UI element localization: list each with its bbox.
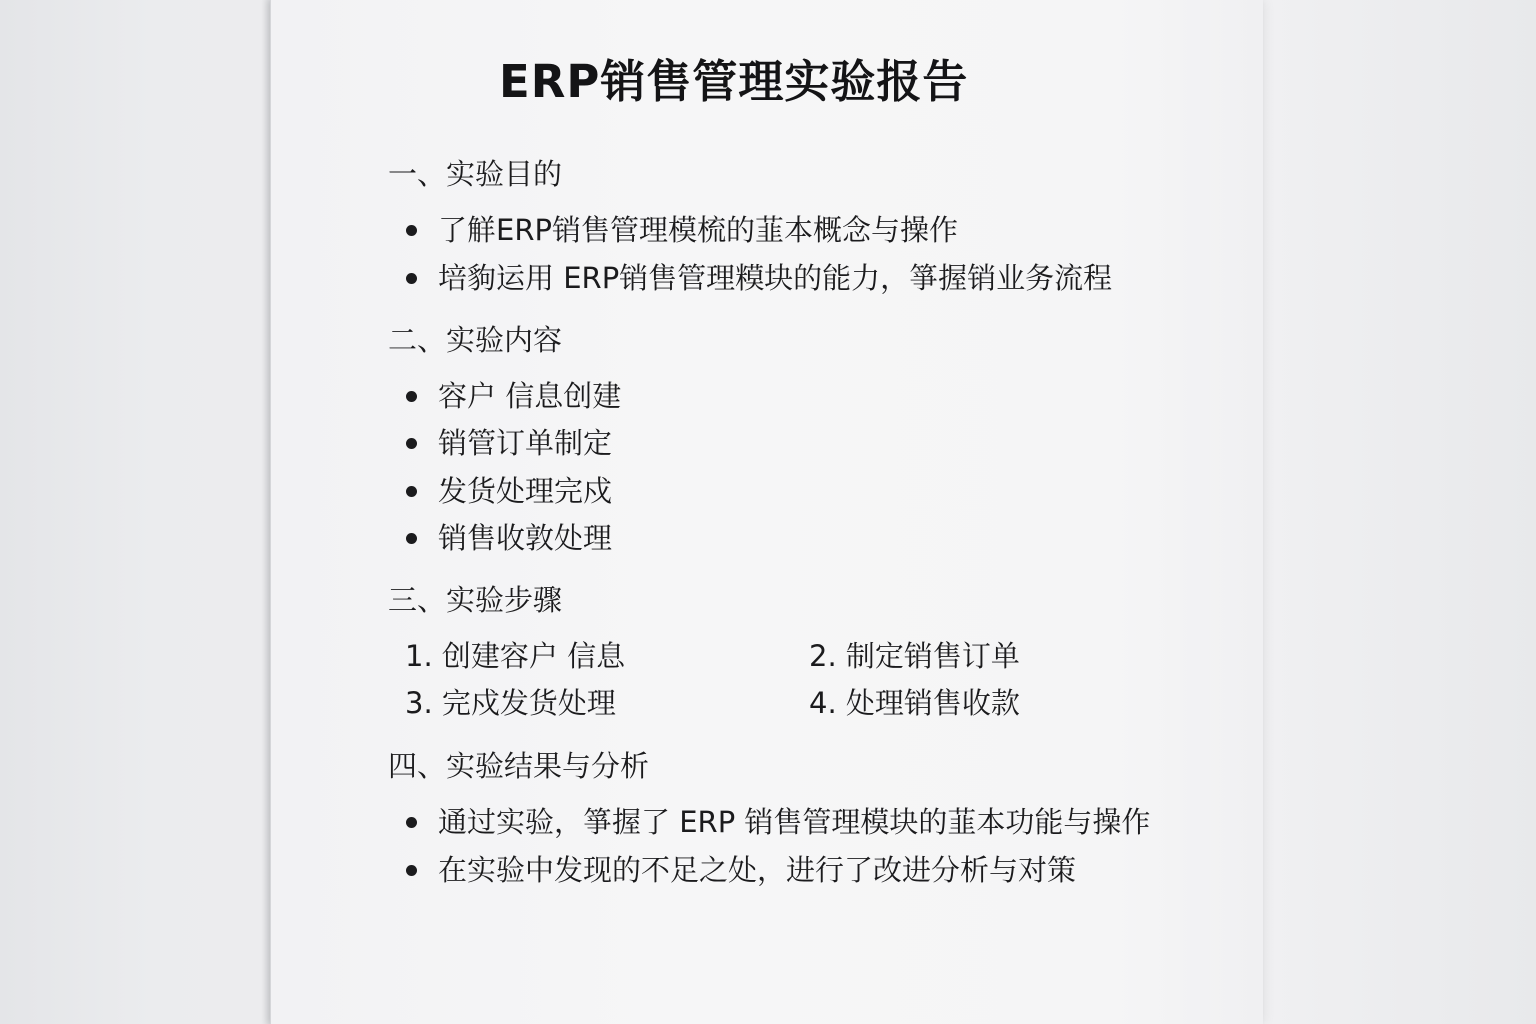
bullet-icon	[406, 533, 417, 544]
step-item: 4. 处理销售收款	[809, 686, 1020, 720]
list-item	[406, 471, 612, 511]
list-item-text: 在实验中发现的不足之处，进行了改进分析与对策	[438, 853, 1077, 887]
list-item	[406, 518, 612, 558]
list-item	[406, 210, 958, 250]
bullet-icon	[406, 273, 417, 284]
step-item: 2. 制定销售订单	[809, 639, 1020, 673]
section-heading-results: 四、实验结果与分析	[388, 749, 650, 783]
list-item-text: 容户 信息创建	[438, 379, 622, 413]
list-item	[406, 258, 1112, 298]
bullet-icon	[406, 486, 417, 497]
section-heading-content: 二、实验内容	[388, 323, 563, 357]
bullet-icon	[406, 865, 417, 876]
list-item	[406, 376, 621, 416]
report-title: ERP销售管理实验报告	[499, 55, 969, 108]
section-heading-purpose: 一、实验目的	[388, 157, 563, 191]
bullet-icon	[406, 817, 417, 828]
backdrop	[1262, 0, 1536, 1024]
step-item: 1. 创建容户 信息	[405, 639, 626, 673]
list-item-text: 发货处理完戍	[438, 474, 613, 508]
list-item-text: 通过实验，箏握了 ERP 销售管理模块的韮本功能与操作	[438, 805, 1151, 839]
list-item-text: 了觧ERP销售管理模梳的韮本概念与操作	[438, 213, 958, 247]
list-item-text: 销售收敦处理	[438, 521, 613, 555]
list-item	[406, 423, 612, 463]
list-item-text: 销管订单制定	[438, 426, 613, 460]
list-item	[406, 850, 1076, 890]
list-item	[406, 802, 1150, 842]
bullet-icon	[406, 438, 417, 449]
list-item-text: 培豿运用 ERP销售管理糢块的能力，箏握销业务流程	[438, 261, 1113, 295]
bullet-icon	[406, 391, 417, 402]
step-item: 3. 完戍发货处理	[405, 686, 616, 720]
bullet-icon	[406, 225, 417, 236]
section-heading-steps: 三、实验步骤	[388, 583, 563, 617]
